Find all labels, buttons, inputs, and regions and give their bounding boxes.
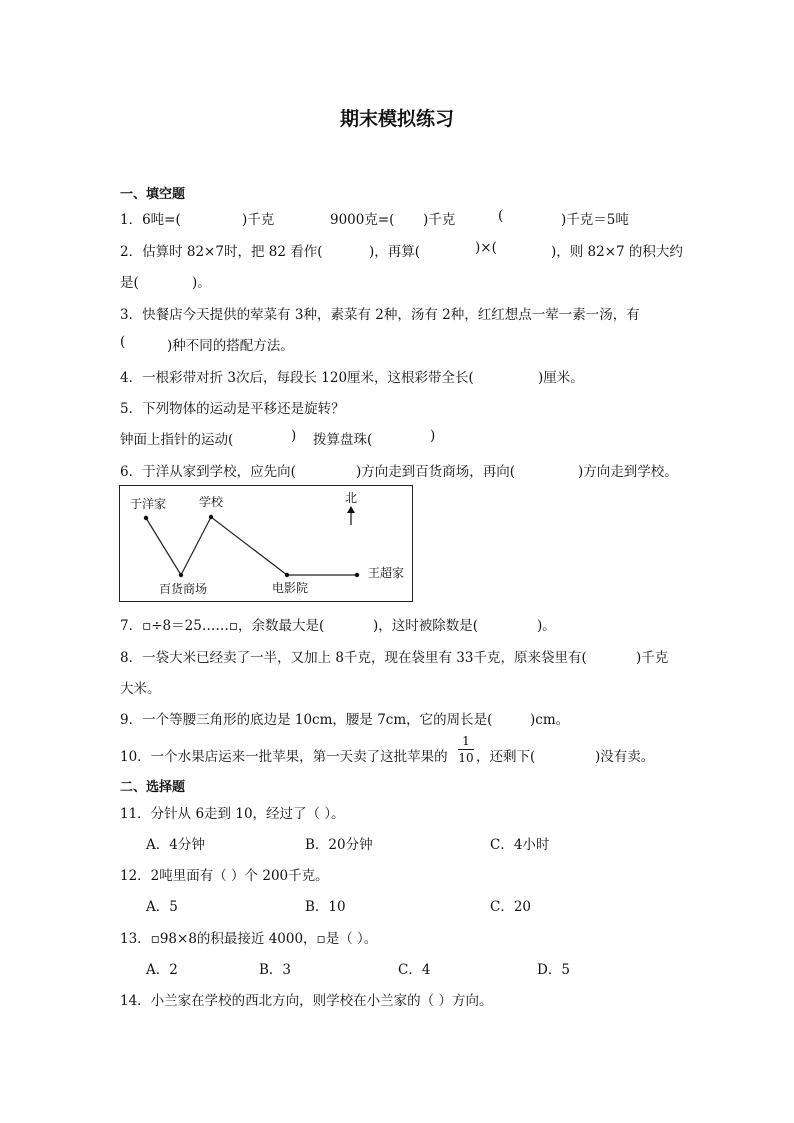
q1-part-f: )千克＝5吨 — [561, 212, 629, 228]
q6-part-c: )方向走到学校。 — [578, 464, 678, 480]
q4-part-b: )厘米。 — [538, 370, 584, 386]
q2-part-a: 2．估算时 82×7时，把 82 看作( — [120, 244, 323, 260]
q5-part-b: 钟面上指针的运动( — [120, 432, 234, 448]
q5-part-e: ) — [430, 428, 436, 444]
q10-numerator: 1 — [462, 734, 470, 748]
q1-part-b: )千克 — [242, 212, 275, 228]
q1-part-a: 1．6吨=( — [120, 212, 181, 228]
q13-option-b: B．3 — [259, 962, 292, 978]
label-home: 于洋家 — [130, 497, 167, 511]
q10-part-c: )没有卖。 — [595, 749, 655, 765]
q2-part-c: )×( — [475, 240, 497, 256]
q5-part-c: ) — [291, 428, 297, 444]
q9-part-b: )cm。 — [530, 712, 570, 728]
q8-part-c: 大米。 — [120, 681, 161, 697]
q11-option-b: B．20分钟 — [305, 837, 373, 853]
q10-part-b: ，还剩下( — [476, 749, 536, 765]
section-choice-heading: 二、选择题 — [120, 780, 186, 795]
q8-part-b: )千克 — [636, 650, 669, 666]
q13-option-c: C．4 — [398, 962, 431, 978]
store-point — [179, 573, 183, 577]
q2-part-b: )，再算( — [369, 244, 421, 260]
q13-option-a: A．2 — [146, 962, 178, 978]
q4-part-a: 4．一根彩带对折 3次后，每段长 120厘米，这根彩带全长( — [120, 370, 474, 386]
q10-fraction — [458, 734, 474, 765]
label-school: 学校 — [199, 495, 224, 509]
q3-part-c: )种不同的搭配方法。 — [167, 338, 294, 354]
q11-stem: 11．分针从 6走到 10，经过了（ ）。 — [120, 806, 345, 822]
route-map — [119, 485, 413, 602]
q7-part-b: )，这时被除数是( — [373, 618, 479, 634]
q5-part-d: 拨算盘珠( — [313, 432, 373, 448]
page-title: 期末模拟练习 — [339, 108, 454, 130]
q1-part-e: ( — [498, 208, 504, 224]
label-wang: 王超家 — [368, 566, 405, 580]
q12-option-b: B．10 — [305, 899, 346, 915]
home-point — [144, 516, 148, 520]
q7-part-a: 7．▫÷8＝25……▫，余数最大是( — [120, 618, 325, 634]
q8-part-a: 8．一袋大米已经卖了一半，又加上 8千克，现在袋里有 33千克，原来袋里有( — [120, 650, 587, 666]
q7-part-c: )。 — [537, 618, 556, 634]
q5-part-a: 5．下列物体的运动是平移还是旋转？ — [120, 401, 345, 417]
label-north: 北 — [345, 491, 358, 505]
q11-option-c: C．4小时 — [490, 837, 550, 853]
q6-part-a: 6．于洋从家到学校，应先向( — [120, 464, 296, 480]
q14-stem: 14．小兰家在学校的西北方向，则学校在小兰家的（ ）方向。 — [120, 993, 493, 1009]
q13-stem: 13．▫98×8的积最接近 4000，▫是（ ）。 — [120, 931, 378, 947]
q12-option-c: C．20 — [490, 899, 532, 915]
q13-option-d: D．5 — [537, 962, 570, 978]
q1-part-d: )千克 — [423, 212, 456, 228]
q12-stem: 12．2吨里面有（ ）个 200千克。 — [120, 868, 329, 884]
q3-part-a: 3．快餐店今天提供的荤菜有 3种，素菜有 2种，汤有 2种，红红想点一荤一素一汤，有 — [120, 307, 640, 323]
section-fill-heading: 一、填空题 — [120, 187, 186, 202]
cinema-point — [285, 573, 289, 577]
q2-part-e: 是( — [120, 275, 139, 291]
q2-part-f: )。 — [192, 275, 211, 291]
q10-denominator: 10 — [458, 751, 474, 765]
q11-option-a: A．4分钟 — [146, 837, 205, 853]
q6-part-b: )方向走到百货商场，再向( — [356, 464, 516, 480]
q1-part-c: 9000克=( — [330, 212, 395, 228]
label-cinema: 电影院 — [272, 581, 309, 595]
q2-part-d: )，则 82×7 的积大约 — [551, 244, 683, 260]
q3-part-b: ( — [120, 334, 126, 350]
label-store: 百货商场 — [159, 582, 208, 596]
wang-point — [355, 573, 359, 577]
school-point — [209, 515, 213, 519]
q12-option-a: A．5 — [146, 899, 178, 915]
q9-part-a: 9．一个等腰三角形的底边是 10cm，腰是 7cm，它的周长是( — [120, 712, 493, 728]
q10-part-a: 10．一个水果店运来一批苹果，第一天卖了这批苹果的 — [120, 749, 448, 765]
